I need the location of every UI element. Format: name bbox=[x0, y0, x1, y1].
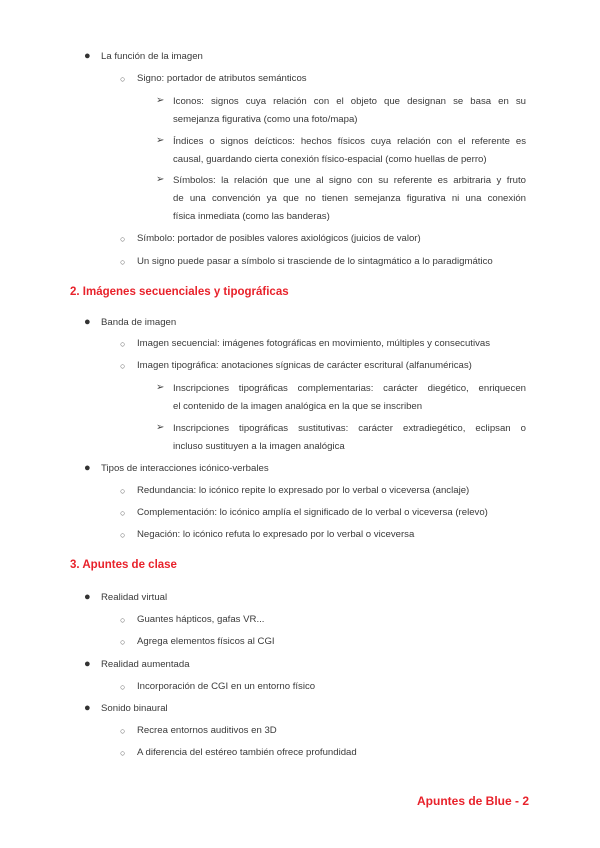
circle-bullet-icon: ○ bbox=[120, 486, 126, 496]
circle-bullet-icon: ○ bbox=[120, 74, 126, 84]
list-item: Signo: portador de atributos semánticos bbox=[137, 73, 307, 84]
bullet-icon: ● bbox=[84, 591, 91, 603]
list-item: Inscripciones tipográficas complementarias: carácter diegético, enriquecen bbox=[173, 383, 526, 394]
list-item: Banda de imagen bbox=[101, 317, 177, 328]
circle-bullet-icon: ○ bbox=[120, 234, 126, 244]
list-item: Negación: lo icónico refuta lo expresado por lo verbal o viceversa bbox=[137, 529, 415, 540]
list-item: Iconos: signos cuya relación con el objeto que designan se basa en su bbox=[173, 96, 526, 107]
list-item: A diferencia del estéreo también ofrece profundidad bbox=[137, 747, 357, 758]
bullet-icon: ● bbox=[84, 702, 91, 714]
circle-bullet-icon: ○ bbox=[120, 682, 126, 692]
arrow-bullet-icon: ➢ bbox=[156, 174, 165, 185]
list-item-continuation: el contenido de la imagen analógica en la que se inscriben bbox=[173, 401, 423, 412]
bullet-icon: ● bbox=[84, 462, 91, 474]
circle-bullet-icon: ○ bbox=[120, 361, 126, 371]
arrow-bullet-icon: ➢ bbox=[156, 135, 165, 146]
list-item: Un signo puede pasar a símbolo si trasciende de lo sintagmático a lo paradigmático bbox=[137, 256, 493, 267]
list-item: Redundancia: lo icónico repite lo expresado por lo verbal o viceversa (anclaje) bbox=[137, 485, 470, 496]
arrow-bullet-icon: ➢ bbox=[156, 382, 165, 393]
list-item-continuation: semejanza figurativa (como una foto/mapa) bbox=[173, 114, 358, 125]
list-item: Guantes hápticos, gafas VR... bbox=[137, 614, 265, 625]
circle-bullet-icon: ○ bbox=[120, 257, 126, 267]
list-item: Realidad virtual bbox=[101, 592, 168, 603]
list-item-continuation: causal, guardando cierta conexión físico-espacial (como huellas de perro) bbox=[173, 154, 487, 165]
bullet-icon: ● bbox=[84, 316, 91, 328]
circle-bullet-icon: ○ bbox=[120, 530, 126, 540]
list-item: Sonido binaural bbox=[101, 703, 168, 714]
circle-bullet-icon: ○ bbox=[120, 726, 126, 736]
page-footer: Apuntes de Blue - 2 bbox=[417, 794, 530, 808]
list-item: Símbolo: portador de posibles valores axiológicos (juicios de valor) bbox=[137, 233, 421, 244]
list-item: Imagen secuencial: imágenes fotográficas en movimiento, múltiples y consecutivas bbox=[137, 338, 491, 349]
circle-bullet-icon: ○ bbox=[120, 508, 126, 518]
arrow-bullet-icon: ➢ bbox=[156, 422, 165, 433]
list-item: Imagen tipográfica: anotaciones sígnicas de carácter escritural (alfanuméricas) bbox=[137, 360, 472, 371]
list-item: Inscripciones tipográficas sustitutivas: carácter extradiegético, eclipsan o bbox=[173, 423, 526, 434]
list-item: La función de la imagen bbox=[101, 51, 203, 62]
list-item: Realidad aumentada bbox=[101, 659, 190, 670]
list-item: Tipos de interacciones icónico-verbales bbox=[101, 463, 269, 474]
list-item-continuation: de una convención ya que no tienen semejanza figurativa ni una conexión bbox=[173, 193, 526, 204]
circle-bullet-icon: ○ bbox=[120, 748, 126, 758]
list-item: Agrega elementos físicos al CGI bbox=[137, 636, 275, 647]
list-item: Complementación: lo icónico amplía el significado de lo verbal o viceversa (relevo) bbox=[137, 507, 488, 518]
list-item: Incorporación de CGI en un entorno físico bbox=[137, 681, 316, 692]
list-item-continuation: incluso sustituyen a la imagen analógica bbox=[173, 441, 345, 452]
circle-bullet-icon: ○ bbox=[120, 339, 126, 349]
list-item: Símbolos: la relación que une al signo con su referente es arbitraria y fruto bbox=[173, 175, 526, 186]
list-item-continuation: física inmediata (como las banderas) bbox=[173, 211, 330, 222]
section-heading: 3. Apuntes de clase bbox=[70, 559, 177, 571]
bullet-icon: ● bbox=[84, 658, 91, 670]
circle-bullet-icon: ○ bbox=[120, 615, 126, 625]
list-item: Índices o signos deícticos: hechos físicos cuya relación con el referente es bbox=[173, 136, 526, 147]
list-item: Recrea entornos auditivos en 3D bbox=[137, 725, 277, 736]
arrow-bullet-icon: ➢ bbox=[156, 95, 165, 106]
circle-bullet-icon: ○ bbox=[120, 637, 126, 647]
section-heading: 2. Imágenes secuenciales y tipográficas bbox=[70, 286, 289, 298]
bullet-icon: ● bbox=[84, 50, 91, 62]
